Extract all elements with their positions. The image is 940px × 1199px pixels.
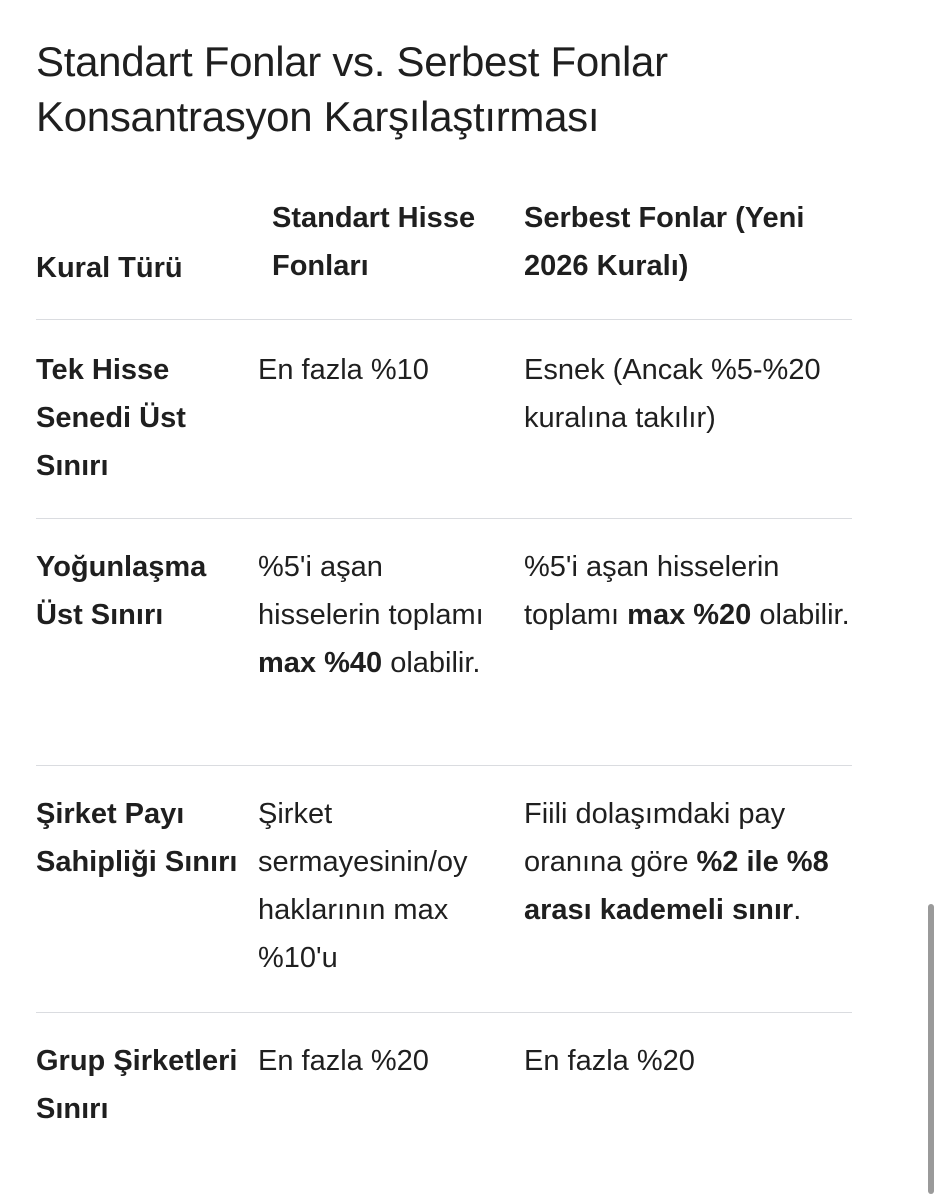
- hedge-text-end: olabilir.: [751, 599, 850, 631]
- hedge-value: [524, 543, 852, 765]
- standard-value: En fazla %10: [258, 354, 429, 386]
- header-standard-funds: Standart Hisse Fonları: [272, 202, 476, 282]
- standard-value: Şirket sermayesinin/oy haklarının max %10'u: [258, 798, 468, 974]
- standard-value: [258, 543, 524, 765]
- standard-text-end: olabilir.: [382, 647, 481, 679]
- header-rule-type: Kural Türü: [36, 252, 183, 284]
- table-row: [36, 766, 852, 1013]
- table-row: [36, 320, 852, 519]
- hedge-value: En fazla %20: [524, 1045, 695, 1077]
- standard-value: En fazla %20: [258, 1045, 429, 1077]
- rule-name: Tek Hisse Senedi Üst Sınırı: [36, 354, 186, 482]
- title-line-2: Konsantrasyon Karşılaştırması: [36, 93, 600, 140]
- header-hedge-funds: Serbest Fonlar (Yeni 2026 Kuralı): [524, 202, 805, 282]
- standard-text: %5'i aşan hisselerin toplamı: [258, 551, 484, 631]
- rule-name: Yoğunlaşma Üst Sınırı: [36, 551, 207, 631]
- hedge-emphasis: %2 ile %8 arası kademeli sınır: [524, 846, 829, 926]
- hedge-text-end: .: [793, 894, 802, 926]
- hedge-text: %5'i aşan hisselerin toplamı: [524, 551, 780, 631]
- hedge-value: [524, 790, 852, 1012]
- rule-name: Şirket Payı Sahipliği Sınırı: [36, 798, 238, 878]
- title-line-1: Standart Fonlar vs. Serbest Fonlar: [36, 38, 668, 85]
- standard-emphasis: max %40: [258, 647, 383, 679]
- page-title: [36, 34, 856, 144]
- comparison-table: [36, 192, 852, 1199]
- vertical-scrollbar[interactable]: [928, 904, 934, 1194]
- hedge-value: Esnek (Ancak %5-%20 kuralına takılır): [524, 354, 821, 434]
- hedge-text: Fiili dolaşımdaki pay oranına göre: [524, 798, 786, 878]
- table-header-row: [36, 192, 852, 320]
- hedge-emphasis: max %20: [627, 599, 752, 631]
- table-row: [36, 1013, 852, 1199]
- rule-name: Grup Şirketleri Sınırı: [36, 1045, 238, 1125]
- table-row: [36, 519, 852, 766]
